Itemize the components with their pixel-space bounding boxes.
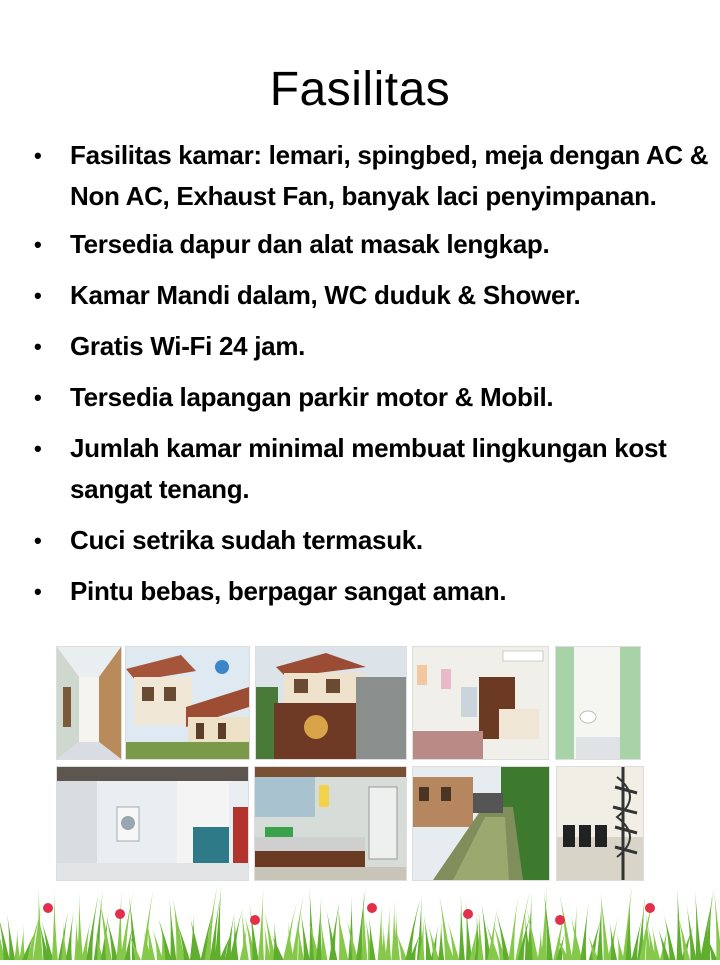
grass-blade [459,891,465,960]
grass-blade [508,897,518,960]
grass-blade [205,884,218,960]
flower-icon [43,903,53,913]
grass-blade [52,888,58,960]
bullet-dot: • [34,143,42,168]
grass-blade [116,888,122,960]
photo-house-exterior [125,646,250,760]
grass-blade [14,928,20,960]
grass-blade [616,932,624,960]
grass-decoration [0,880,720,960]
slide-title: Fasilitas [269,63,451,116]
flower-icon [645,903,655,913]
list-item: • Tersedia lapangan parkir motor & Mobil. [34,377,714,418]
grass-blade [169,895,176,960]
bullet-dot: • [34,232,42,257]
grass-blade [424,913,432,960]
bullet-dot: • [34,436,42,461]
bullet-dot: • [34,283,42,308]
photo-parking-lot [412,766,550,881]
list-item: • Fasilitas kamar: lemari, spingbed, meja dengan AC & Non AC, Exhaust Fan, banyak laci penyimpanan. [34,135,714,217]
flower-icon [463,909,473,919]
flower-icon [367,903,377,913]
photo-bathroom [555,646,641,760]
grass-blade [232,914,238,960]
grass-blade [695,888,702,960]
grass-blade [478,907,484,960]
grass-blade [19,924,25,960]
list-item: • Cuci setrika sudah termasuk. [34,520,714,561]
grass-blade [385,906,391,960]
flower-icon [115,909,125,919]
grass-blade [77,890,83,960]
grass-blade [258,887,264,960]
grass-blade [465,898,472,960]
flower-icon [250,915,260,925]
bullet-dot: • [34,528,42,553]
bullet-dot: • [34,579,42,604]
grass-blade [597,894,603,960]
grass-blade [120,892,133,960]
photo-spiral-staircase [556,766,644,881]
list-item: • Tersedia dapur dan alat masak lengkap. [34,224,714,265]
photo-kitchen [254,766,407,881]
photo-hallway [56,646,122,760]
grass-blade [580,904,588,960]
photo-bedroom [412,646,549,760]
list-item: • Jumlah kamar minimal membuat lingkungan kost sangat tenang. [34,428,714,510]
list-item: • Kamar Mandi dalam, WC duduk & Shower. [34,275,714,316]
photo-front-gate [255,646,407,760]
flower-icon [555,915,565,925]
facility-list [34,135,714,622]
bullet-dot: • [34,385,42,410]
grass-blade [66,911,74,960]
list-item: • Gratis Wi-Fi 24 jam. [34,326,714,367]
list-item: • Pintu bebas, berpagar sangat aman. [34,571,714,612]
grass-blade [249,899,259,960]
bullet-dot: • [34,334,42,359]
grass-blade [713,883,720,960]
photo-laundry-room [56,766,249,881]
grass-blade [626,897,632,960]
grass-blade [37,883,43,960]
